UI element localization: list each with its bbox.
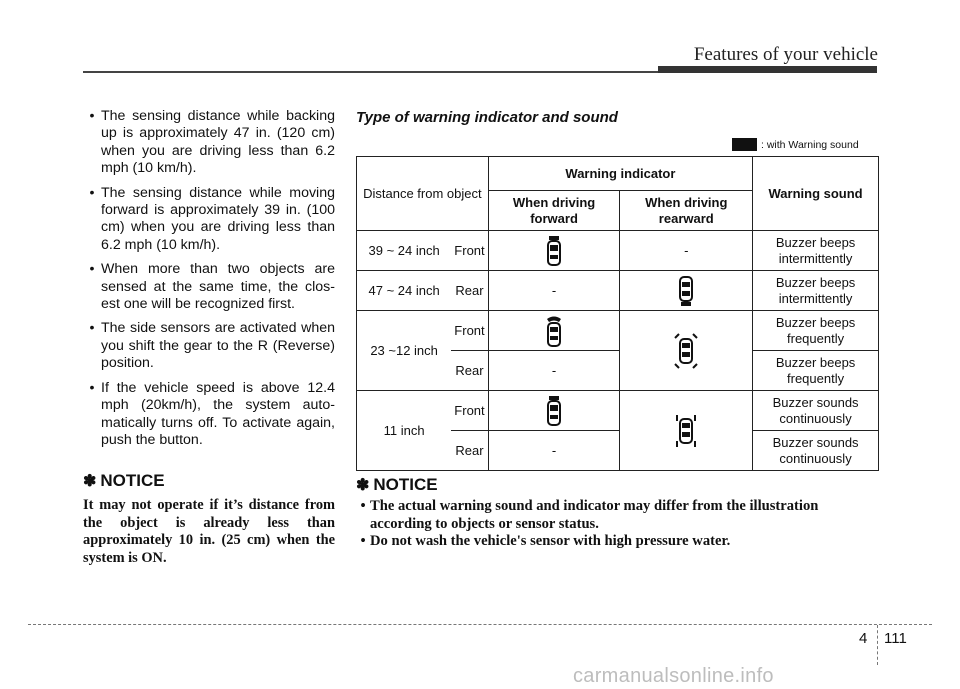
car-rear-corners-warning-icon <box>673 331 699 371</box>
indicator-front-cell <box>488 391 620 431</box>
cell-position: Rear <box>451 351 488 391</box>
cell-position: Front <box>451 231 488 271</box>
cell-sound: Buzzer beeps intermittently <box>753 231 879 271</box>
cell-rearward: - <box>620 231 753 271</box>
notice-body: It may not operate if it’s distance from the object is already less than approximately 10 in. (25 cm) when the system is ON. <box>83 497 335 566</box>
cell-distance: 11 inch <box>357 391 452 471</box>
indicator-rear-cell <box>620 271 753 311</box>
car-front-warning-icon <box>546 235 562 267</box>
bullet-item: • The side sensors are activated when you shift the gear to the R (Reverse) position. <box>89 320 335 372</box>
notice-heading: ✽ NOTICE <box>83 471 165 491</box>
indicator-rear-cell <box>620 391 753 471</box>
header-warning-sound: Warning sound <box>753 157 879 231</box>
section-number: 4 <box>859 630 868 647</box>
legend <box>732 138 859 151</box>
header-warning-indicator: Warning indicator <box>488 157 752 191</box>
cell-forward: - <box>488 431 620 471</box>
bullet-item: • If the vehicle speed is above 12.4 mph (20km/h), the system auto- matically turns off. To activate again, push the button. <box>89 379 335 448</box>
cell-distance: 23 ~12 inch <box>357 311 452 391</box>
car-rear-warning-icon <box>678 275 694 307</box>
notice-item: • Do not wash the vehicle's sensor with high pressure water. <box>360 533 731 549</box>
cell-distance: 47 ~ 24 inch <box>357 271 452 311</box>
notice-heading: ✽ NOTICE <box>356 475 438 494</box>
warning-table <box>356 156 879 471</box>
footer-rule <box>28 624 932 625</box>
header-rearward: When driving rearward <box>620 191 753 231</box>
cell-sound: Buzzer sounds continuously <box>753 431 879 471</box>
indicator-front-corner-cell <box>488 311 620 351</box>
header-distance: Distance from object <box>357 157 489 231</box>
header-forward: When driving forward <box>488 191 620 231</box>
cell-sound: Buzzer beeps intermittently <box>753 271 879 311</box>
cell-position: Rear <box>451 271 488 311</box>
cell-position: Rear <box>451 431 488 471</box>
cell-forward: - <box>488 351 620 391</box>
cell-position: Front <box>451 391 488 431</box>
indicator-front-cell <box>488 231 620 271</box>
notice-item: • The actual warning sound and indicator may differ from the illustration according to objects or sensor status. <box>360 498 819 532</box>
notice-star-icon: ✽ <box>83 473 97 491</box>
section-title: Type of warning indicator and sound <box>356 109 618 126</box>
left-column <box>83 108 335 567</box>
cell-distance: 39 ~ 24 inch <box>357 231 452 271</box>
cell-position: Front <box>451 311 488 351</box>
watermark: carmanualsonline.info <box>573 665 774 687</box>
cell-sound: Buzzer beeps frequently <box>753 351 879 391</box>
bullet-item: • The sensing distance while backing up is approximately 47 in. (120 cm) when you are driving less than 6.2 mph (10 km/h). <box>89 108 335 177</box>
footer-divider <box>877 625 878 665</box>
cell-sound: Buzzer beeps frequently <box>753 311 879 351</box>
bullet-item: • When more than two objects are sensed at the same time, the clos- est one will be recognized first. <box>89 261 335 313</box>
notice-section <box>356 475 879 551</box>
cell-forward: - <box>488 271 620 311</box>
indicator-rear-corners-cell <box>620 311 753 391</box>
bullet-item: • The sensing distance while moving forward is approximately 39 in. (100 cm) when you are driving less than 6.2 mph (10 km/h). <box>89 184 335 253</box>
cell-sound: Buzzer sounds continuously <box>753 391 879 431</box>
page-number: 111 <box>884 630 907 647</box>
legend-text: : with Warning sound <box>761 138 859 151</box>
page-header-title: Features of your vehicle <box>693 44 878 65</box>
legend-swatch <box>732 138 757 151</box>
car-rear-corners-warning-icon <box>674 411 698 451</box>
car-front-warning-icon <box>545 395 563 427</box>
car-front-corner-warning-icon <box>544 314 564 348</box>
header-rule-accent <box>658 66 877 73</box>
notice-star-icon: ✽ <box>356 477 370 494</box>
